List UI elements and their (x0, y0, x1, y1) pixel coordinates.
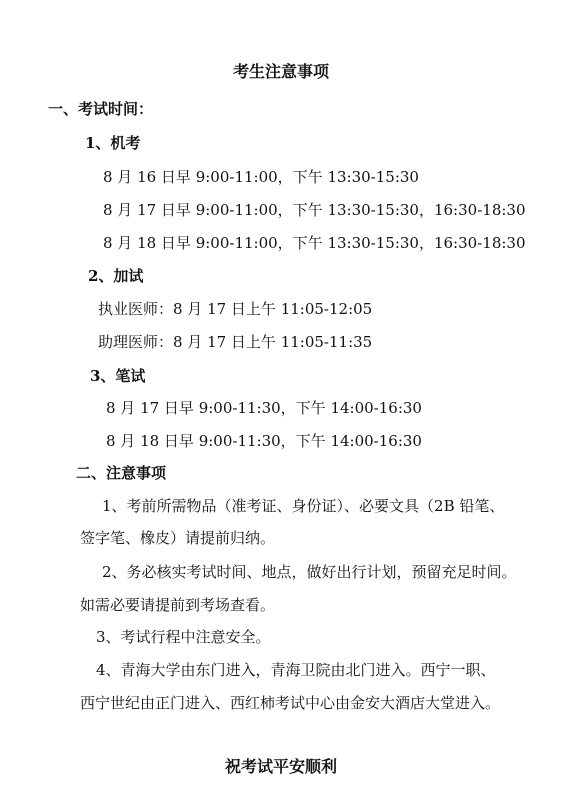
note-item: 4、青海大学由东门进入，青海卫院由北门进入。西宁一职、 (96, 661, 496, 679)
schedule-line: 8 月 18 日早 9:00-11:00，下午 13:30-15:30，16:30-18:30 (103, 234, 526, 252)
schedule-line: 8 月 16 日早 9:00-11:00，下午 13:30-15:30 (103, 168, 419, 186)
schedule-line: 8 月 18 日早 9:00-11:30，下午 14:00-16:30 (106, 432, 422, 450)
page-title: 考生注意事项 (232, 62, 329, 81)
subheading-written-exam: 3、笔试 (90, 367, 146, 385)
note-item: 2、务必核实考试时间、地点，做好出行计划，预留充足时间。 (102, 563, 517, 581)
schedule-line: 助理医师：8 月 17 日上午 11:05-11:35 (98, 333, 373, 351)
closing-wish: 祝考试平安顺利 (224, 757, 337, 776)
note-item-continued: 签字笔、橡皮）请提前归纳。 (80, 529, 276, 547)
schedule-line: 8 月 17 日早 9:00-11:00，下午 13:30-15:30，16:30-18:30 (103, 201, 526, 219)
subheading-computer-exam: 1、机考 (85, 134, 141, 152)
subheading-extra-exam: 2、加试 (88, 267, 144, 285)
section-heading-notes: 二、注意事项 (76, 464, 167, 482)
schedule-line: 8 月 17 日早 9:00-11:30，下午 14:00-16:30 (106, 399, 422, 417)
note-item: 1、考前所需物品（准考证、身份证）、必要文具（2B 铅笔、 (102, 497, 505, 515)
note-item-continued: 如需必要请提前到考场查看。 (80, 596, 276, 614)
note-item: 3、考试行程中注意安全。 (96, 628, 271, 646)
schedule-line: 执业医师：8 月 17 日上午 11:05-12:05 (98, 300, 373, 318)
section-heading-exam-time: 一、考试时间： (48, 100, 154, 118)
note-item-continued: 西宁世纪由正门进入、西红柿考试中心由金安大酒店大堂进入。 (80, 694, 501, 712)
